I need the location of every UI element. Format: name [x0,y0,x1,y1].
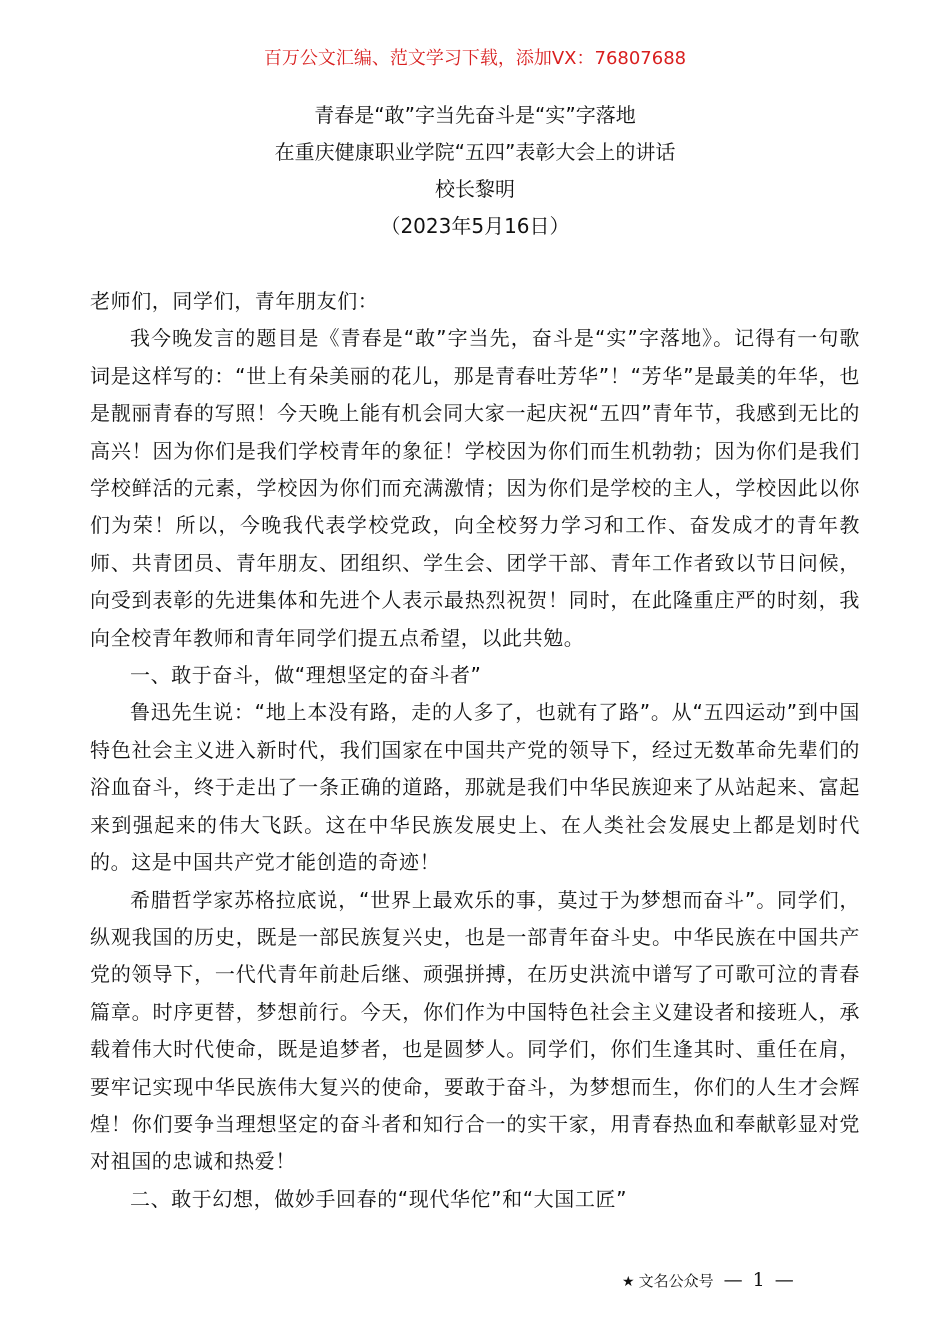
section-heading: 二、敢于幻想，做妙手回春的“现代华佗”和“大国工匠” [130,1186,628,1211]
salutation: 老师们，同学们，青年朋友们： [90,289,379,313]
footer-source: 文名公众号 [638,1272,714,1290]
speech-date: （2023年5月16日） [380,214,570,238]
title-block [0,97,950,245]
page-number: — 1 — [723,1269,796,1291]
speech-body [90,283,860,1218]
page-footer [622,1268,842,1292]
paragraph: 希腊哲学家苏格拉底说，“世界上最欢乐的事，莫过于为梦想而奋斗”。同学们，纵观我国的历史，既是一部民族复兴史，也是一部青年奋斗史。中华民族在中国共产党的领导下，一代代青年前赴后继、顽强拼搏，在历史洪流中谱写了可歌可泣的青春篇章。时序更替，梦想前行。今天，你们作为中国特色社会主义建设者和接班人，承载着伟大时代使命，既是追梦者，也是圆梦人。同学们，你们生逢其时、重任在肩，要牢记实现中华民族伟大复兴的使命，要敢于奋斗，为梦想而生，你们的人生才会辉煌！你们要争当理想坚定的奋斗者和知行合一的实干家，用青春热血和奉献彰显对党对祖国的忠诚和热爱！ [90,887,860,1174]
document-subtitle: 在重庆健康职业学院“五四”表彰大会上的讲话 [274,140,676,164]
paragraph: 我今晚发言的题目是《青春是“敢”字当先，奋斗是“实”字落地》。记得有一句歌词是这样写的：“世上有朵美丽的花儿，那是青春吐芳华”！“芳华”是最美的年华，也是靓丽青春的写照！今天晚上能有机会同大家一起庆祝“五四”青年节，我感到无比的高兴！因为你们是我们学校青年的象征！学校因为你们而生机勃勃；因为你们是我们学校鲜活的元素，学校因为你们而充满激情；因为你们是学校的主人，学校因此以你们为荣！所以，今晚我代表学校党政，向全校努力学习和工作、奋发成才的青年教师、共青团员、青年朋友、团组织、学生会、团学干部、青年工作者致以节日问候，向受到表彰的先进集体和先进个人表示最热烈祝贺！同时，在此隆重庄严的时刻，我向全校青年教师和青年同学们提五点希望，以此共勉。 [90,326,860,650]
star-icon: ★ [622,1274,635,1290]
document-title: 青春是“敢”字当先奋斗是“实”字落地 [314,103,636,127]
section-heading: 一、敢于奋斗，做“理想坚定的奋斗者” [130,663,482,688]
speaker-name: 校长黎明 [435,177,515,201]
paragraph: 鲁迅先生说：“地上本没有路，走的人多了，也就有了路”。从“五四运动”到中国特色社会主义进入新时代，我们国家在中国共产党的领导下，经过无数革命先辈们的浴血奋斗，终于走出了一条正确的道路，那就是我们中华民族迎来了从站起来、富起来到强起来的伟大飞跃。这在中华民族发展史上、在人类社会发展史上都是划时代的。这是中国共产党才能创造的奇迹！ [90,700,860,875]
watermark-banner: 百万公文汇编、范文学习下载，添加VX：76807688 [263,48,687,69]
